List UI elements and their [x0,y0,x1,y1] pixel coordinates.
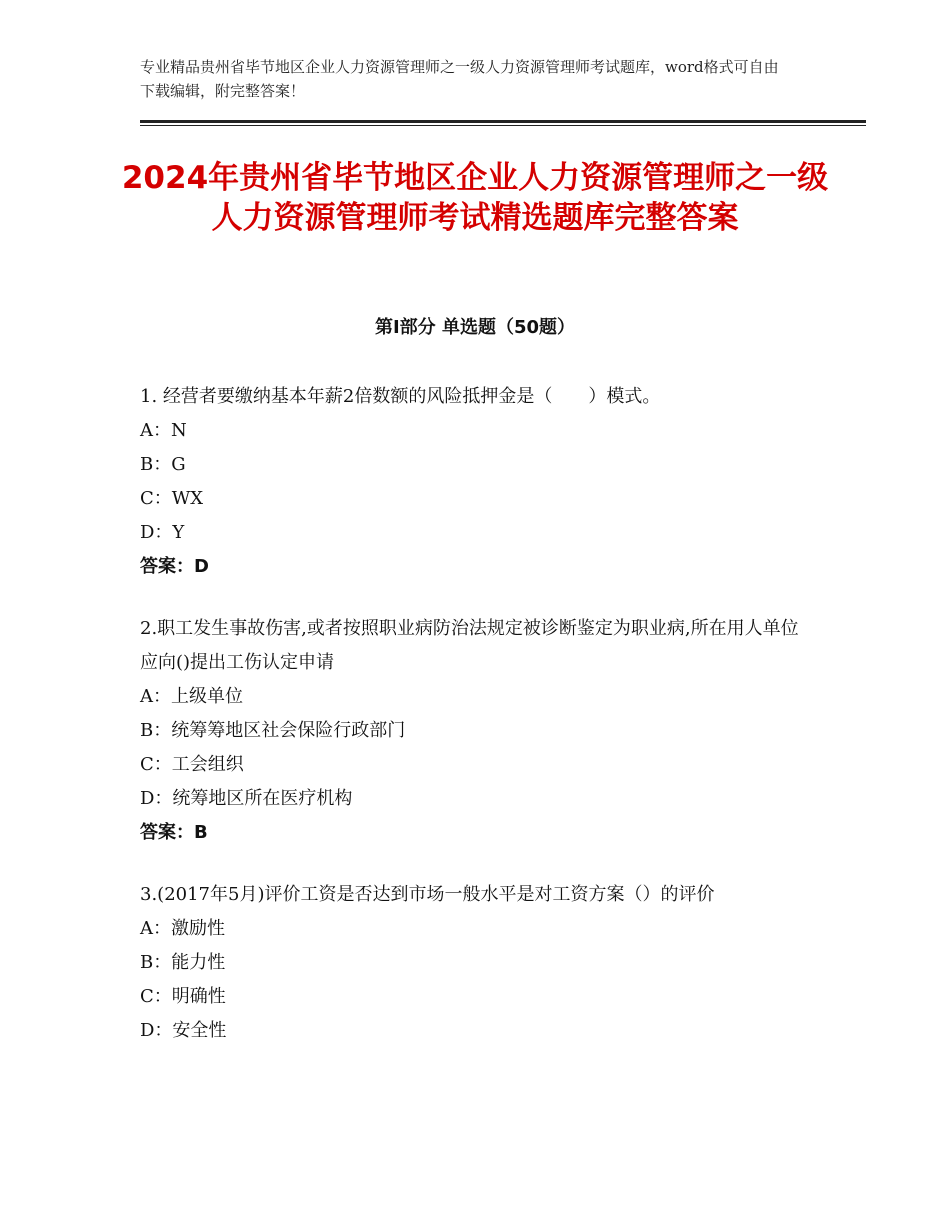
header-divider-thin [140,125,866,126]
section-heading: 第Ⅰ部分 单选题（50题） [374,317,575,338]
option-b: B：G [140,454,186,475]
option-a: A：激励性 [140,918,225,939]
question-2 [140,612,820,850]
question-text: 1. 经营者要缴纳基本年薪2倍数额的风险抵押金是（ ）模式。 [140,386,661,407]
option-a: A：N [140,420,187,441]
question-text: 2.职工发生事故伤害,或者按照职业病防治法规定被诊断鉴定为职业病,所在用人单位应向()提出工伤认定申请 [140,618,799,673]
option-a: A：上级单位 [140,686,243,707]
document-title: 2024年贵州省毕节地区企业人力资源管理师之一级人力资源管理师考试精选题库完整答案 [121,160,829,236]
option-b: B：统筹筹地区社会保险行政部门 [140,720,406,741]
answer: 答案：D [140,556,209,577]
question-1 [140,380,820,584]
header-note: 专业精品贵州省毕节地区企业人力资源管理师之一级人力资源管理师考试题库，word格式可自由下载编辑，附完整答案！ [140,58,779,100]
option-c: C：WX [140,488,204,509]
question-list [140,380,820,1076]
option-d: D：Y [140,522,185,543]
option-c: C：明确性 [140,986,226,1007]
header-divider [140,120,866,123]
answer: 答案：B [140,822,208,843]
option-c: C：工会组织 [140,754,244,775]
question-3 [140,878,820,1048]
option-d: D：安全性 [140,1020,227,1041]
question-text: 3.(2017年5月)评价工资是否达到市场一般水平是对工资方案（）的评价 [140,884,715,905]
option-d: D：统筹地区所在医疗机构 [140,788,353,809]
option-b: B：能力性 [140,952,226,973]
